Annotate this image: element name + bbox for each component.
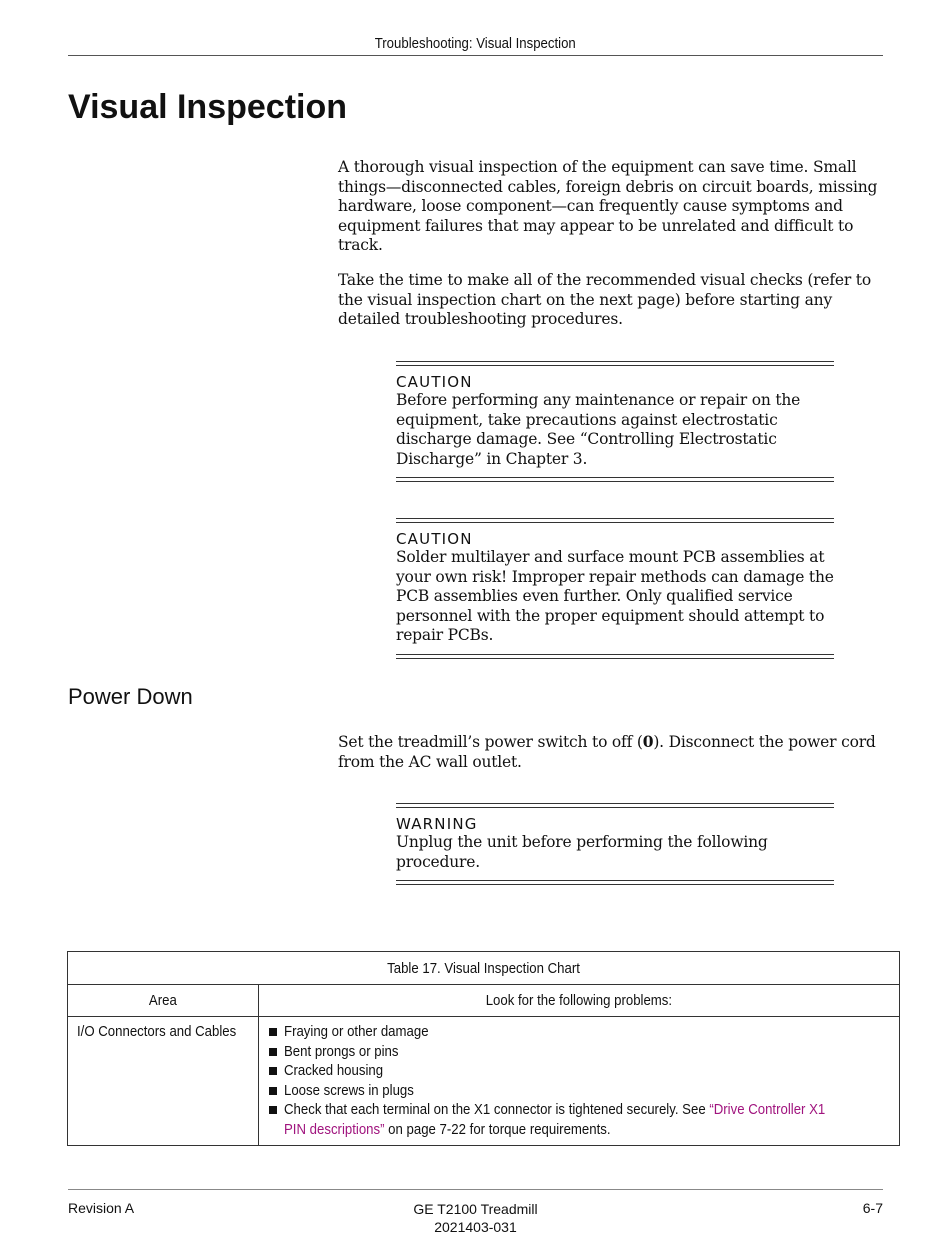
column-header-problems: Look for the following problems: [258,985,899,1017]
footer-product [68,1200,883,1236]
area-cell: I/O Connectors and Cables [68,1017,259,1146]
notice-rule-top [396,361,834,366]
visual-inspection-table [67,951,900,1146]
drive-controller-link-continued[interactable]: PIN descriptions” [283,1120,385,1138]
intro-paragraph-1: A thorough visual inspection of the equipment can save time. Small things—disconnected cables, foreign debris on circuit boards, missing hardware, loose component—can frequently cause symptoms and equipment failures that may appear to be unrelated and difficult to track. [338,158,878,254]
power-down-paragraph [338,732,883,772]
caution-text: Solder multilayer and surface mount PCB assemblies at your own risk! Improper repair methods can damage the PCB assemblies even further. Only qualified service personnel with the proper equipment should attempt to repair PCBs. [396,548,834,644]
notice-rule-bottom [396,880,834,885]
footer-product-name: GE T2100 Treadmill [413,1201,538,1217]
column-header-area: Area [68,985,259,1017]
footer-page-number: 6-7 [862,1200,883,1216]
power-down-text-before: Set the treadmill’s power switch to off ( [338,733,643,751]
notice-rule-bottom [396,654,834,659]
page-title: Visual Inspection [68,88,348,126]
list-item: Bent prongs or pins [268,1042,899,1062]
caution-label: CAUTION [396,373,473,391]
torque-check-text: Check that each terminal on the X1 connector is tightened securely. See [283,1101,710,1118]
running-header [68,34,883,56]
warning-box [396,803,834,885]
list-item: Cracked housing [268,1061,899,1081]
list-item [268,1100,899,1139]
caution-label: CAUTION [396,530,473,548]
power-off-symbol: 0 [642,732,654,751]
running-header-title: Troubleshooting: Visual Inspection [374,35,577,52]
intro-paragraph-2: Take the time to make all of the recommended visual checks (refer to the visual inspection chart on the next page) before starting any detailed troubleshooting procedures. [338,271,871,328]
caution-text: Before performing any maintenance or repair on the equipment, take precautions against electrostatic discharge damage. See “Controlling Electrostatic Discharge” in Chapter 3. [396,391,801,468]
warning-label: WARNING [396,815,478,833]
page-footer [68,1189,883,1235]
notice-rule-bottom [396,477,834,482]
problems-cell [258,1017,899,1146]
caution-box-esd [396,361,834,482]
problems-list [268,1022,899,1139]
torque-check-text-continued: on page 7-22 for torque requirements. [384,1120,611,1138]
list-item: Loose screws in plugs [268,1081,899,1101]
drive-controller-link[interactable]: “Drive Controller X1 [709,1101,826,1118]
footer-revision: Revision A [68,1200,135,1216]
notice-rule-top [396,803,834,808]
table-row [68,1017,900,1146]
warning-text: Unplug the unit before performing the following procedure. [396,833,768,871]
footer-part-number: 2021403-031 [434,1219,517,1235]
list-item: Fraying or other damage [268,1022,899,1042]
section-heading-power-down: Power Down [68,684,193,709]
table-caption: Table 17. Visual Inspection Chart [68,952,900,985]
caution-box-pcb [396,518,834,659]
power-down-text-after: ). Disconnect the power cord from the AC wall outlet. [338,733,876,771]
notice-rule-top [396,518,834,523]
